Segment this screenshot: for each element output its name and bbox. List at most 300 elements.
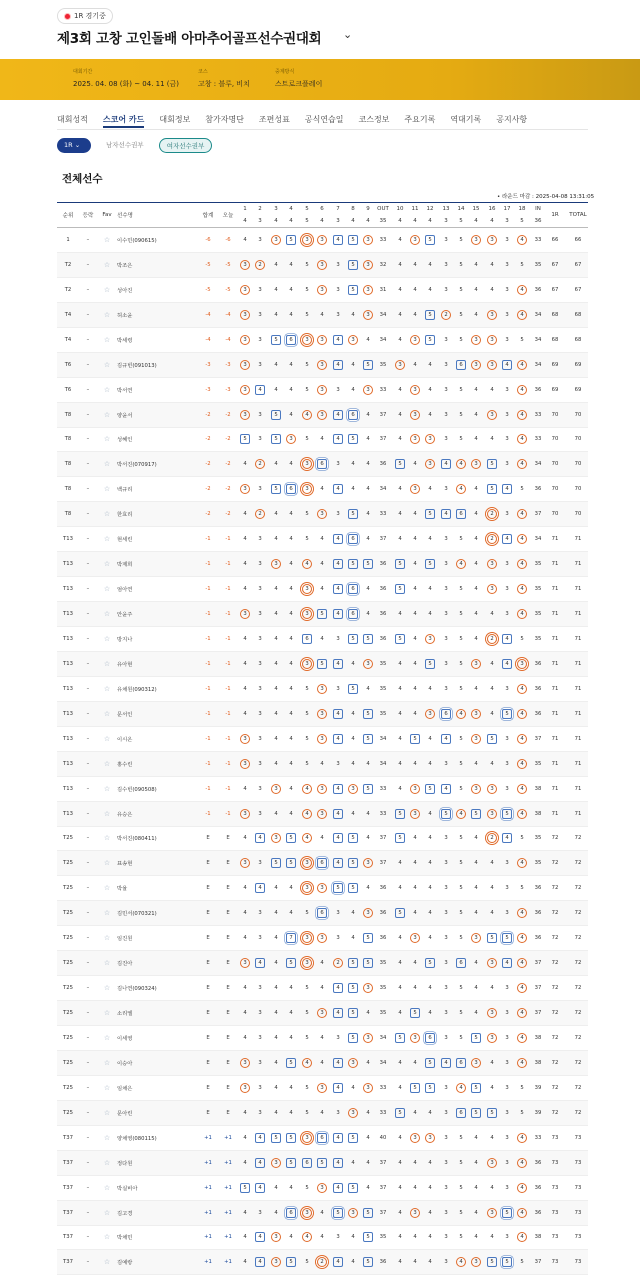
score-value: 4	[274, 311, 278, 318]
out-score	[376, 328, 390, 352]
score-value: 6	[286, 335, 296, 345]
player-name[interactable]: 양채영(080115)	[117, 1135, 157, 1142]
out-score	[376, 253, 390, 277]
favorite-star-icon[interactable]: ☆	[103, 1033, 111, 1042]
tab-6[interactable]: 코스정보	[358, 115, 390, 124]
hole-score	[331, 1126, 345, 1150]
table-row[interactable]	[57, 1151, 588, 1176]
score-value: 4	[398, 710, 402, 717]
hole-score	[238, 428, 252, 452]
player-name[interactable]: 박서진(070917)	[117, 462, 157, 469]
score-value: 35	[534, 760, 542, 767]
player-name[interactable]: 박세령	[117, 337, 133, 344]
favorite-star-icon[interactable]: ☆	[103, 610, 111, 619]
total-score: 72	[574, 985, 582, 992]
table-row[interactable]	[57, 428, 588, 453]
score-value: 3	[505, 311, 509, 318]
player-name[interactable]: 이수민(090615)	[117, 237, 157, 244]
movement-cell: –	[86, 511, 90, 518]
favorite-star-icon[interactable]: ☆	[103, 1158, 111, 1167]
header-hole: 2	[258, 206, 262, 212]
round-select[interactable]: 1R ⌄	[57, 138, 91, 153]
score-value: 5	[348, 958, 358, 968]
score-value: 3	[363, 908, 373, 918]
table-row[interactable]	[57, 1250, 588, 1275]
hole-score	[269, 428, 283, 452]
table-row[interactable]	[57, 527, 588, 552]
score-value: 4	[428, 1234, 432, 1241]
player-name[interactable]: 유승은	[117, 811, 133, 818]
table-row[interactable]	[57, 452, 588, 477]
favorite-star-icon[interactable]: ☆	[103, 485, 111, 494]
player-name[interactable]: 유채원(090312)	[117, 686, 157, 693]
table-row[interactable]	[57, 702, 588, 727]
table-row[interactable]	[57, 627, 588, 652]
favorite-star-icon[interactable]: ☆	[103, 310, 111, 319]
table-row[interactable]	[57, 278, 588, 303]
score-value: 4	[398, 685, 402, 692]
hole-score	[439, 278, 453, 302]
score-value: 4	[517, 285, 527, 295]
score-value: 4	[351, 735, 355, 742]
score-value: 3	[302, 883, 312, 893]
score-value: 5	[286, 1158, 296, 1168]
tab-5[interactable]: 공식연습일	[304, 115, 344, 124]
hole-score	[469, 428, 483, 452]
table-row[interactable]	[57, 976, 588, 1001]
score-value: 4	[502, 360, 512, 370]
hole-score	[408, 602, 422, 626]
player-name[interactable]: 성혜인	[117, 437, 133, 444]
score-value: 5	[348, 684, 358, 694]
tab-1[interactable]: 스코어 카드	[103, 114, 144, 128]
player-name[interactable]: 문서인	[117, 711, 133, 718]
score-value: 3	[505, 461, 509, 468]
player-name[interactable]: 박채민	[117, 1235, 133, 1242]
hole-score	[331, 1001, 345, 1025]
rank-cell: T13	[63, 760, 73, 767]
favorite-star-icon[interactable]: ☆	[103, 360, 111, 369]
score-value: 4	[274, 1034, 278, 1041]
hole-score	[500, 951, 514, 975]
score-value: 4	[428, 286, 432, 293]
score-value: 4	[289, 1084, 293, 1091]
player-name[interactable]: 김예랑	[117, 1260, 133, 1267]
score-value: 4	[490, 860, 494, 867]
score-value: 4	[490, 386, 494, 393]
header-par: 4	[320, 218, 324, 224]
hole-score	[300, 1001, 314, 1025]
hole-score	[331, 627, 345, 651]
rank-cell: T25	[63, 1034, 73, 1041]
player-name[interactable]: 박서연	[117, 387, 133, 394]
player-name[interactable]: 박서진(080411)	[117, 836, 157, 843]
hole-score	[300, 303, 314, 327]
total-score: 72	[574, 935, 582, 942]
table-row[interactable]	[57, 1126, 588, 1151]
table-row[interactable]	[57, 1051, 588, 1076]
player-name[interactable]: 김민서(070321)	[117, 911, 157, 918]
player-name[interactable]: 김수빈(090508)	[117, 786, 157, 793]
table-row[interactable]	[57, 851, 588, 876]
rank-cell: T37	[63, 1184, 73, 1191]
favorite-star-icon[interactable]: ☆	[103, 934, 111, 943]
rank-cell: T6	[64, 386, 72, 393]
player-name[interactable]: 박조은	[117, 262, 133, 269]
table-row[interactable]	[57, 926, 588, 951]
table-row[interactable]	[57, 502, 588, 527]
favorite-star-icon[interactable]: ☆	[103, 410, 111, 419]
score-value: 5	[487, 734, 497, 744]
favorite-star-icon[interactable]: ☆	[103, 435, 111, 444]
score-value: 36	[534, 660, 542, 667]
favorite-star-icon[interactable]: ☆	[103, 1083, 111, 1092]
in-score	[531, 1026, 545, 1050]
table-row[interactable]	[57, 777, 588, 802]
favorite-star-icon[interactable]: ☆	[103, 684, 111, 693]
hole-score	[485, 1051, 499, 1075]
player-name[interactable]: 박제희	[117, 562, 133, 569]
score-value: 4	[490, 760, 494, 767]
table-row[interactable]	[57, 752, 588, 777]
player-name[interactable]: 양윤서	[117, 412, 133, 419]
tab-4[interactable]: 조편성표	[258, 115, 290, 124]
tab-9[interactable]: 공지사항	[496, 115, 528, 124]
women-division-tab[interactable]: 여자선수권부	[159, 138, 213, 153]
score-value: 33	[379, 810, 387, 817]
favorite-star-icon[interactable]: ☆	[103, 1233, 111, 1242]
favorite-star-icon[interactable]: ☆	[103, 535, 111, 544]
player-name[interactable]: 표송현	[117, 861, 133, 868]
hole-score	[284, 702, 298, 726]
favorite-star-icon[interactable]: ☆	[103, 1183, 111, 1192]
table-row[interactable]	[57, 802, 588, 827]
men-division-tab[interactable]: 남자선수권부	[106, 141, 144, 149]
table-row[interactable]	[57, 403, 588, 428]
hole-score	[423, 527, 437, 551]
tab-0[interactable]: 대회성적	[57, 115, 88, 124]
table-row[interactable]	[57, 253, 588, 278]
hole-score	[315, 702, 329, 726]
score-value: 4	[474, 635, 478, 642]
hole-score	[361, 1001, 375, 1025]
table-row[interactable]	[57, 552, 588, 577]
table-row[interactable]	[57, 303, 588, 328]
round1-score: 71	[551, 536, 559, 543]
tab-7[interactable]: 주요기록	[404, 115, 436, 124]
score-value: 3	[348, 335, 358, 345]
hole-score	[331, 1151, 345, 1175]
player-name[interactable]: 소리엘	[117, 1011, 133, 1018]
movement-cell: –	[86, 1259, 90, 1266]
player-name[interactable]: 백규리	[117, 487, 133, 494]
hole-score	[515, 752, 529, 776]
favorite-star-icon[interactable]: ☆	[103, 909, 111, 918]
hole-score	[253, 802, 267, 826]
score-value: 4	[398, 1259, 402, 1266]
table-row[interactable]	[57, 827, 588, 852]
round1-score: 71	[551, 611, 559, 618]
table-row[interactable]	[57, 652, 588, 677]
live-status-text: 1R 경기중	[74, 12, 106, 20]
hole-score	[469, 1076, 483, 1100]
favorite-star-icon[interactable]: ☆	[103, 335, 111, 344]
table-row[interactable]	[57, 677, 588, 702]
table-row[interactable]	[57, 727, 588, 752]
hole-score	[315, 303, 329, 327]
player-name[interactable]: 문아린	[117, 1110, 133, 1117]
favorite-star-icon[interactable]: ☆	[103, 984, 111, 993]
table-row[interactable]	[57, 1101, 588, 1126]
out-score	[376, 403, 390, 427]
today-score: -1	[225, 785, 231, 792]
favorite-star-icon[interactable]: ☆	[103, 1258, 111, 1267]
score-value: 5	[305, 685, 309, 692]
hole-score	[238, 802, 252, 826]
round1-score: 71	[551, 685, 559, 692]
table-row[interactable]	[57, 901, 588, 926]
score-value: 39	[534, 1084, 542, 1091]
score-value: 4	[366, 436, 370, 443]
favorite-star-icon[interactable]: ☆	[103, 834, 111, 843]
favorite-star-icon[interactable]: ☆	[103, 1058, 111, 1067]
hole-score	[485, 976, 499, 1000]
hole-score	[331, 502, 345, 526]
score-value: 3	[487, 958, 497, 968]
favorite-star-icon[interactable]: ☆	[103, 659, 111, 668]
tab-2[interactable]: 대회정보	[159, 115, 191, 124]
score-value: 5	[305, 261, 309, 268]
favorite-star-icon[interactable]: ☆	[103, 1133, 111, 1142]
in-score	[531, 303, 545, 327]
hole-score	[408, 228, 422, 252]
table-row[interactable]	[57, 228, 588, 253]
table-row[interactable]	[57, 1201, 588, 1226]
favorite-star-icon[interactable]: ☆	[103, 1208, 111, 1217]
hole-score	[361, 702, 375, 726]
score-value: 3	[505, 561, 509, 568]
favorite-star-icon[interactable]: ☆	[103, 709, 111, 718]
score-value: 3	[444, 685, 448, 692]
hole-score	[500, 876, 514, 900]
total-to-par: -4	[205, 311, 211, 318]
hole-score	[408, 1001, 422, 1025]
score-value: 4	[351, 710, 355, 717]
favorite-star-icon[interactable]: ☆	[103, 235, 111, 244]
score-value: 3	[410, 933, 420, 943]
hole-score	[423, 228, 437, 252]
hole-score	[393, 428, 407, 452]
score-value: 3	[410, 1033, 420, 1043]
table-row[interactable]	[57, 477, 588, 502]
favorite-star-icon[interactable]: ☆	[103, 560, 111, 569]
hole-score	[423, 1201, 437, 1225]
favorite-star-icon[interactable]: ☆	[103, 260, 111, 269]
score-value: 4	[243, 1234, 247, 1241]
favorite-star-icon[interactable]: ☆	[103, 634, 111, 643]
hole-score	[300, 477, 314, 501]
chevron-down-icon[interactable]: ⌄	[343, 28, 353, 41]
player-name[interactable]: 허소윤	[117, 312, 133, 319]
score-value: 37	[379, 536, 387, 543]
score-value: 4	[490, 1234, 494, 1241]
score-value: 4	[255, 883, 265, 893]
hole-score	[515, 477, 529, 501]
player-name[interactable]: 방지나	[117, 636, 133, 643]
table-row[interactable]	[57, 378, 588, 403]
favorite-star-icon[interactable]: ☆	[103, 460, 111, 469]
today-score: -1	[225, 685, 231, 692]
total-score: 68	[574, 336, 582, 343]
score-value: 35	[379, 361, 387, 368]
hole-score	[408, 1226, 422, 1250]
player-name[interactable]: 엄아연	[117, 587, 133, 594]
round1-score: 70	[551, 411, 559, 418]
favorite-star-icon[interactable]: ☆	[103, 884, 111, 893]
tab-8[interactable]: 역대기록	[450, 115, 482, 124]
score-value: 3	[258, 361, 262, 368]
table-row[interactable]	[57, 951, 588, 976]
player-name[interactable]: 정다원	[117, 1160, 133, 1167]
favorite-star-icon[interactable]: ☆	[103, 784, 111, 793]
score-value: 5	[459, 436, 463, 443]
score-value: 4	[413, 660, 417, 667]
hole-score	[361, 428, 375, 452]
favorite-star-icon[interactable]: ☆	[103, 385, 111, 394]
hole-score	[423, 976, 437, 1000]
table-row[interactable]	[57, 1076, 588, 1101]
rank-cell: T8	[64, 511, 72, 518]
hole-score	[238, 253, 252, 277]
player-name[interactable]: 안윤주	[117, 612, 133, 619]
score-value: 3	[302, 609, 312, 619]
favorite-star-icon[interactable]: ☆	[103, 809, 111, 818]
hole-score	[253, 527, 267, 551]
table-row[interactable]	[57, 1026, 588, 1051]
score-value: 4	[255, 1257, 265, 1267]
score-value: 7	[286, 933, 296, 943]
table-row[interactable]	[57, 353, 588, 378]
player-name[interactable]: 현세린	[117, 537, 133, 544]
score-value: 3	[505, 910, 509, 917]
table-row[interactable]	[57, 602, 588, 627]
hole-score	[346, 652, 360, 676]
hole-score	[469, 378, 483, 402]
score-value: 4	[428, 985, 432, 992]
player-name[interactable]: 임진원	[117, 936, 133, 943]
favorite-star-icon[interactable]: ☆	[103, 510, 111, 519]
favorite-star-icon[interactable]: ☆	[103, 285, 111, 294]
score-value: 4	[243, 660, 247, 667]
tab-3[interactable]: 참가자명단	[205, 115, 244, 124]
header-par: 4	[474, 218, 478, 224]
favorite-star-icon[interactable]: ☆	[103, 959, 111, 968]
hole-score	[269, 1026, 283, 1050]
hole-score	[284, 926, 298, 950]
hole-score	[284, 527, 298, 551]
table-row[interactable]	[57, 328, 588, 353]
player-name[interactable]: 박율	[117, 886, 128, 893]
hole-score	[346, 1201, 360, 1225]
table-row[interactable]	[57, 577, 588, 602]
player-name[interactable]: 유아현	[117, 661, 133, 668]
movement-cell: –	[86, 785, 90, 792]
favorite-star-icon[interactable]: ☆	[103, 1108, 111, 1117]
player-name[interactable]: 한효리	[117, 512, 133, 519]
player-name[interactable]: 김나연(090324)	[117, 986, 157, 993]
hole-score	[269, 1176, 283, 1200]
hole-score	[253, 1201, 267, 1225]
hole-score	[331, 802, 345, 826]
total-to-par: -2	[205, 461, 211, 468]
score-value: 3	[505, 1159, 509, 1166]
favorite-star-icon[interactable]: ☆	[103, 859, 111, 868]
score-value: 4	[428, 910, 432, 917]
total-score: 71	[574, 810, 582, 817]
player-name[interactable]: 홍수린	[117, 761, 133, 768]
rank-cell: T13	[63, 635, 73, 642]
player-name[interactable]: 박실비아	[117, 1185, 138, 1192]
favorite-star-icon[interactable]: ☆	[103, 734, 111, 743]
player-name[interactable]: 이시온	[117, 736, 133, 743]
in-score	[531, 477, 545, 501]
favorite-star-icon[interactable]: ☆	[103, 585, 111, 594]
table-row[interactable]	[57, 1226, 588, 1251]
player-name[interactable]: 김규빈(091013)	[117, 362, 157, 369]
favorite-star-icon[interactable]: ☆	[103, 1009, 111, 1018]
hole-score	[515, 278, 529, 302]
hole-score	[439, 1026, 453, 1050]
hole-score	[423, 552, 437, 576]
hole-score	[269, 1226, 283, 1250]
score-value: 4	[490, 685, 494, 692]
hole-score	[469, 802, 483, 826]
hole-score	[284, 827, 298, 851]
hole-score	[515, 527, 529, 551]
favorite-star-icon[interactable]: ☆	[103, 759, 111, 768]
round1-score: 70	[551, 436, 559, 443]
hole-score	[469, 353, 483, 377]
total-to-par: -1	[205, 586, 211, 593]
header-hole: OUT	[377, 206, 389, 212]
hole-score	[515, 1126, 529, 1150]
player-name[interactable]: 김진아	[117, 961, 133, 968]
table-row[interactable]	[57, 1176, 588, 1201]
player-name[interactable]: 성아진	[117, 287, 133, 294]
total-to-par: E	[206, 885, 210, 892]
section-title: 전체선수	[62, 173, 103, 185]
score-value: 5	[348, 1133, 358, 1143]
score-value: 4	[490, 910, 494, 917]
hole-score	[361, 627, 375, 651]
table-row[interactable]	[57, 876, 588, 901]
hole-score	[439, 901, 453, 925]
player-name[interactable]: 이승아	[117, 1060, 133, 1067]
player-name[interactable]: 김고경	[117, 1210, 133, 1217]
score-value: 5	[502, 809, 512, 819]
hole-score	[253, 353, 267, 377]
score-value: 3	[336, 511, 340, 518]
score-value: 3	[348, 1058, 358, 1068]
table-row[interactable]	[57, 1001, 588, 1026]
score-value: 5	[348, 509, 358, 519]
player-name[interactable]: 이세영	[117, 1035, 133, 1042]
score-value: 32	[379, 261, 387, 268]
player-name[interactable]: 임채은	[117, 1085, 133, 1092]
score-value: 38	[534, 1059, 542, 1066]
score-value: 5	[459, 311, 463, 318]
score-value: 6	[302, 634, 312, 644]
